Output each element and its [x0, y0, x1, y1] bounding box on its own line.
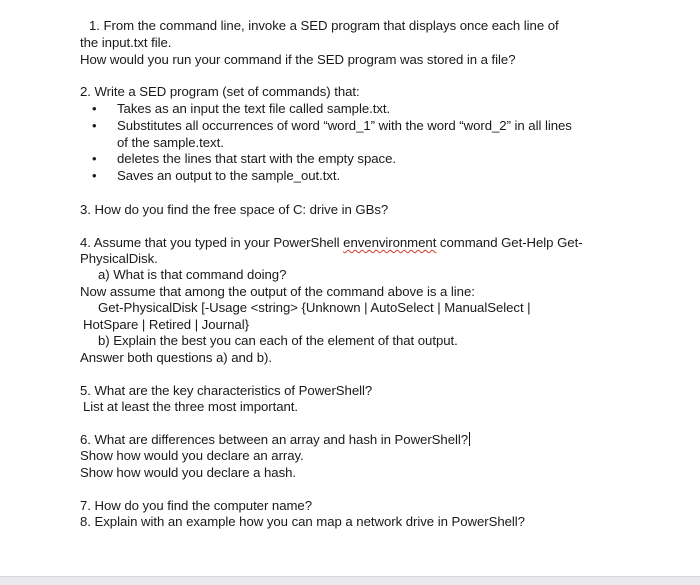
q6-line-2: Show how would you declare an array.: [80, 448, 304, 463]
q3-text: 3. How do you find the free space of C: drive in GBs?: [80, 202, 389, 217]
bullet-marker: •: [92, 168, 97, 183]
q2-title: 2. Write a SED program (set of commands) that:: [80, 84, 360, 99]
bullet-marker: •: [92, 101, 97, 116]
q1-line-3: How would you run your command if the SED program was stored in a file?: [80, 52, 516, 67]
q5-line-2: List at least the three most important.: [83, 399, 299, 414]
bullet-marker: •: [92, 118, 97, 133]
q4-line-2: PhysicalDisk.: [80, 251, 158, 266]
bullet-marker: •: [92, 151, 97, 166]
q2-item-1: Takes as an input the text file called sample.txt.: [117, 101, 391, 116]
q4-line-1: [80, 235, 583, 251]
q4-line-1-start: 4. Assume that you typed in your PowerShell: [80, 235, 344, 250]
q4-command-line-continued: HotSpare | Retired | Journal}: [83, 317, 249, 332]
text-cursor: [469, 432, 470, 446]
q2-item-2-continued: of the sample.text.: [117, 135, 224, 150]
q2-item-2: Substitutes all occurrences of word “word_1” with the word “word_2” in all lines: [117, 118, 572, 133]
q5-line-1: 5. What are the key characteristics of PowerShell?: [80, 383, 373, 398]
q4-line-1-end: command Get-Help Get-: [436, 235, 583, 250]
q7-text: 7. How do you find the computer name?: [80, 498, 312, 513]
q6-line-1-text: 6. What are differences between an array and hash in PowerShell?: [80, 432, 469, 447]
q1-line-1: 1. From the command line, invoke a SED program that displays once each line of: [89, 18, 559, 33]
q2-item-3: deletes the lines that start with the empty space.: [117, 151, 396, 166]
q4-line-8: Answer both questions a) and b).: [80, 350, 272, 365]
q4-part-b: b) Explain the best you can each of the element of that output.: [98, 333, 458, 348]
q6-line-3: Show how would you declare a hash.: [80, 465, 297, 480]
q4-command-line: Get-PhysicalDisk [-Usage <string> {Unknown | AutoSelect | ManualSelect |: [98, 300, 531, 315]
q4-line-4: Now assume that among the output of the command above is a line:: [80, 284, 475, 299]
q8-text: 8. Explain with an example how you can map a network drive in PowerShell?: [80, 514, 525, 529]
q1-line-2: the input.txt file.: [80, 35, 172, 50]
q2-item-4: Saves an output to the sample_out.txt.: [117, 168, 341, 183]
misspelled-word[interactable]: envenvironment: [343, 235, 437, 250]
q6-line-1: [80, 432, 470, 448]
q4-part-a: a) What is that command doing?: [98, 267, 287, 282]
